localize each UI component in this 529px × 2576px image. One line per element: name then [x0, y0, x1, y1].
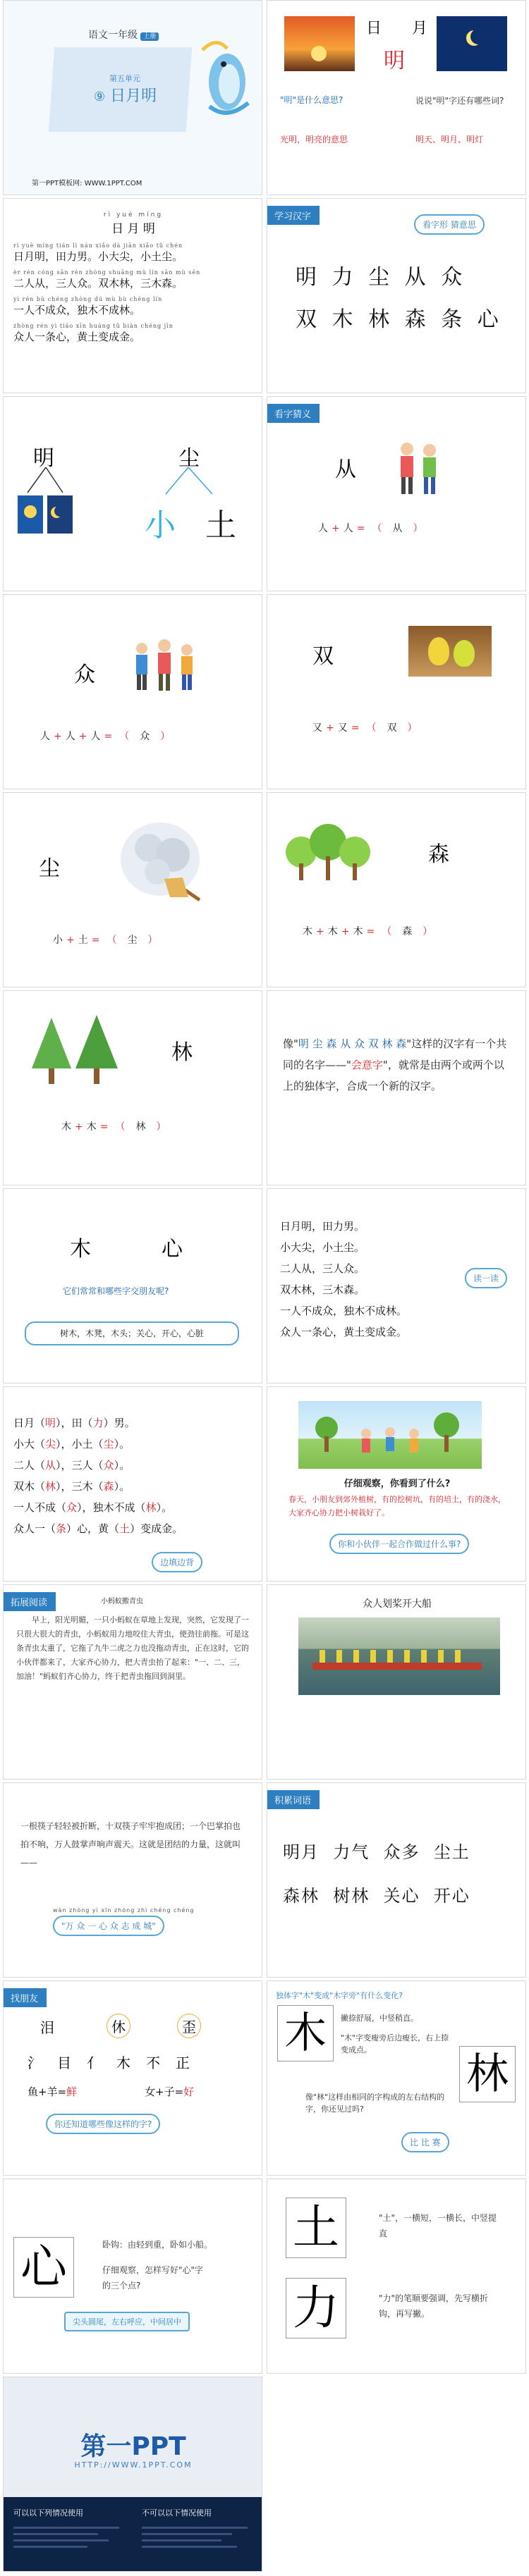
char-box-mu: 木 — [277, 2005, 334, 2062]
slide-ri-yue-ming[interactable] — [267, 0, 526, 195]
slide-learn-chars[interactable] — [267, 198, 526, 393]
poem-lines — [13, 242, 257, 344]
two-birds-image — [408, 626, 492, 677]
story-title: 小蚂蚁搬青虫 — [101, 1598, 143, 1606]
part-tu: 土 — [205, 507, 236, 543]
question-words: 说说"明"字还有哪些词? — [415, 96, 504, 106]
equation-shuang: 又 + 又 = （ 双 ） — [312, 722, 418, 734]
grade-badge: 上册 — [140, 32, 159, 41]
split-lines-icon — [153, 467, 224, 495]
fill-line: 二人（从），三人（众）。 — [13, 1459, 130, 1472]
slide-observe[interactable] — [267, 1386, 526, 1582]
radical-desc: 像"林"这样由相同的字构成的左右结构的字，你还见过吗? — [305, 2093, 445, 2114]
slide-end-card[interactable] — [3, 2377, 262, 2572]
site-footer: 第一PPT模板网: WWW.1PPT.COM — [32, 180, 142, 187]
three-kids-icon — [125, 636, 202, 699]
bubble-guess: 看字形 猜意思 — [414, 214, 485, 235]
fill-line: 双木（林），三木（森）。 — [13, 1480, 130, 1493]
fill-line: 一人不成（众），独木不成（林）。 — [13, 1501, 173, 1514]
tag-extended-reading: 拓展阅读 — [4, 1592, 56, 1611]
bubble-fill: 边填边背 — [152, 1552, 202, 1572]
dust-broom-icon — [115, 814, 207, 906]
char-xin: 心 — [162, 1237, 183, 1262]
tag-learn-chars: 学习汉字 — [267, 206, 320, 225]
equation-sen: 木 + 木 + 木 = （ 森 ） — [303, 926, 433, 937]
question-meaning: "明"是什么意思? — [280, 95, 343, 105]
tag-find-friends: 找朋友 — [4, 1988, 47, 2007]
slide-read-aloud[interactable] — [267, 1188, 526, 1383]
dolphin-illustration-icon — [188, 29, 259, 121]
char-mu: 木 — [70, 1237, 91, 1262]
radical-question: 独体字"木"变成"木字旁"有什么变化? — [276, 1991, 403, 2000]
fill-line: 小大（尖），小土（尘）。 — [13, 1438, 130, 1450]
lesson-title: ⑨ 日月明 — [94, 87, 157, 105]
char-shuang: 双 — [312, 644, 334, 669]
not-allowed-heading: 不可以以下情况使用 — [142, 2508, 212, 2518]
tag-vocabulary: 积累词语 — [267, 1790, 320, 1809]
slide-sen[interactable] — [267, 792, 526, 987]
xin-dots-question: 仔细观察，怎样写好"心"字的三个点? — [102, 2265, 204, 2291]
allowed-heading: 可以以下列情况使用 — [13, 2508, 83, 2518]
char-row-1: 明 力 尘 从 众 — [296, 265, 467, 290]
slide-lin[interactable] — [3, 990, 262, 1185]
note-radical: "木"字变瘦旁后边瘦长，右上捺变成点。 — [341, 2033, 449, 2054]
allowed-list — [13, 2522, 119, 2565]
observe-text: 春天，小朋友到郊外植树，有的挖树坑，有的培土，有的浇水，大家齐心协力把小树栽好了。 — [288, 1495, 506, 1517]
slide-mu-xin[interactable] — [3, 1188, 262, 1383]
fill-line: 日月（明），田（力）男。 — [13, 1417, 135, 1429]
bubble-more-chars: 你还知道哪些像这样的字? — [46, 2114, 160, 2134]
char-ming: 明 — [33, 446, 54, 471]
unit-label: 第五单元 — [109, 74, 140, 83]
moon-card-icon — [47, 495, 73, 534]
slide-write-tu-li[interactable] — [267, 2178, 526, 2374]
friend-char-1: 泪 — [40, 2019, 54, 2036]
slide-poem-pinyin[interactable] — [3, 198, 262, 393]
sunset-image — [284, 16, 355, 71]
rowers-icon — [298, 1617, 500, 1695]
idiom-pinyin: wàn zhòng yì xīn zhòng zhì chéng chéng — [53, 1907, 195, 1913]
poem-line: rì yuè míng tián lì nán xiǎo dà jiān xiǎo tǔ chén 日月明，田力男。小大尖，小土尘。 — [13, 242, 183, 263]
hook-stroke-note: 卧钩：由轻到重，卧如小船。 — [102, 2240, 213, 2250]
slide-vocabulary[interactable] — [267, 1782, 526, 1978]
equation-zhong: 人 + 人 + 人 = （ 众 ） — [40, 731, 171, 742]
equation-cong: 人 + 人 = （ 从 ） — [318, 523, 423, 534]
answer-meaning: 光明，明亮的意思 — [280, 135, 348, 144]
not-allowed-list — [142, 2522, 248, 2565]
split-lines-icon — [19, 467, 75, 495]
observe-heading: 仔细观察，你看到了什么? — [343, 1479, 451, 1489]
grade-label: 语文一年级 上册 — [88, 27, 159, 42]
note-mu: 撇捺舒展，中竖稍直。 — [341, 2014, 418, 2023]
tree-planting-image — [298, 1401, 482, 1469]
char-lin: 林 — [171, 1040, 193, 1065]
question-friends: 它们常常和哪些字交朋友呢? — [63, 1286, 169, 1296]
brand-url[interactable]: HTTP://WWW.1PPT.COM — [74, 2460, 193, 2470]
huiyi-explanation: 像"明 尘 森 从 众 双 林 森"这样的汉字有一个共同的名字——"会意字"，就常是由两个或两个以上的独体字，合成一个新的汉字。 — [283, 1037, 507, 1092]
tree-planting-kids-icon — [298, 1401, 482, 1469]
slide-shuang[interactable] — [267, 594, 526, 789]
brand-logo: 第一PPT — [80, 2432, 186, 2461]
char-chen: 尘 — [178, 446, 200, 471]
two-pine-trees-icon — [26, 1012, 125, 1090]
char-box-li: 力 — [286, 2278, 346, 2338]
char-ming: 明 — [384, 49, 405, 73]
tu-stroke-note: "土"，一横短，一横长，中竖提直 — [379, 2213, 497, 2238]
char-chen: 尘 — [39, 856, 60, 881]
slide-write-xin[interactable] — [3, 2178, 262, 2374]
compose-eq-2: 女+子=好 — [145, 2085, 195, 2098]
slide-huiyi-zi[interactable] — [267, 990, 526, 1185]
slide-dragon-boat[interactable] — [267, 1584, 526, 1780]
slide-cong[interactable] — [267, 396, 526, 591]
moon-night-image — [437, 16, 507, 71]
slide-reading[interactable] — [3, 1584, 262, 1780]
slide-ming-chen-parts[interactable] — [3, 396, 262, 591]
char-sen: 森 — [428, 842, 449, 867]
bubble-compete: 比 比 赛 — [401, 2132, 449, 2152]
poem-line: èr rén cóng sān rén zhòng shuāng mù lín sān mù sēn 二人从，三人众。双木林，三木森。 — [13, 269, 201, 290]
dragon-boat-photo — [298, 1617, 500, 1695]
poem-line: yì rén bù chéng zhòng dú mù bù chéng lín 一人不成众，独木不成林。 — [13, 296, 163, 316]
char-box-xin: 心 — [13, 2237, 74, 2298]
slide-cover[interactable] — [3, 0, 262, 195]
bubble-read: 读一读 — [465, 1268, 507, 1288]
friend-char-2: 休 — [107, 2014, 130, 2038]
answer-words: 明天、明月、明灯 — [415, 135, 484, 144]
equation-lin: 木 + 木 = （ 林 ） — [61, 1121, 166, 1133]
reading-lines: 日月明，田力男。 小大尖，小土尘。 二人从，三人众。 双木林，三木森。 一人不成众，独木不成林。 众人一条心，黄土变成金。 — [280, 1220, 408, 1338]
slide-fill-recite[interactable] — [3, 1386, 262, 1582]
slide-find-friends[interactable] — [3, 1980, 262, 2176]
tag-guess-meaning: 看字猜义 — [267, 404, 320, 423]
lesson-number-icon: ⑨ — [94, 90, 106, 104]
poem-title-pinyin: rì yuè míng — [103, 211, 164, 218]
char-yue: 月 — [412, 20, 428, 37]
compose-eq-1: 鱼+羊=鲜 — [28, 2085, 78, 2098]
slide-chen[interactable] — [3, 792, 262, 987]
three-trees-icon — [281, 821, 373, 885]
answer-friends: 树木，木凳，木头；关心，开心，心脏 — [25, 1321, 239, 1345]
two-kids-icon — [386, 438, 449, 501]
fill-line: 众人一（条）心，黄（土）变成金。 — [13, 1522, 183, 1535]
poem-line: zhòng rén yì tiáo xīn huáng tǔ biàn chéng jīn 众人一条心，黄土变成金。 — [13, 323, 174, 343]
char-cong: 从 — [335, 457, 356, 482]
slide-unity[interactable] — [3, 1782, 262, 1978]
friend-parts: 氵目亻木不正 — [28, 2054, 205, 2071]
story-body: 早上，阳光明媚，一只小蚂蚁在草地上发现，突然，它发现了一只很大很大的青虫，小蚂蚁用力地咬住大青虫，使劲往前拖。可是这条青虫太重了，它拖了九牛二虎之力也没拖动青虫，正在这时，它的小伙伴都来了，大家齐心协力，把大青虫抬了起来："一、二、三，加油！"蚂蚁们齐心协力，终于把青虫拖回到洞里。 — [16, 1615, 249, 1681]
sun-card-icon — [18, 495, 43, 534]
unity-text: 一根筷子轻轻被折断，十双筷子牢牢抱成团；一个巴掌拍也拍不响，万人鼓掌声响声震天。这就是团结的力量，这就叫—— — [20, 1821, 241, 1868]
li-stroke-note: "力"的笔顺要强调，先写横折钩，再写撇。 — [379, 2293, 489, 2319]
char-row-2: 双 木 林 森 条 心 — [296, 307, 503, 332]
equation-chen: 小 + 土 = （ 尘 ） — [53, 935, 158, 946]
char-box-lin: 林 — [459, 2046, 516, 2102]
boat-title: 众人划桨开大船 — [363, 1598, 432, 1610]
vocab-row-2: 森林 树林 关心 开心 — [283, 1886, 470, 1906]
char-box-tu: 土 — [286, 2198, 346, 2258]
poem-title: 日 月 明 — [111, 222, 155, 236]
bubble-cooperate: 你和小伙伴一起合作做过什么事? — [329, 1534, 469, 1554]
slide-zhong[interactable] — [3, 594, 262, 789]
slide-mu-radical[interactable] — [267, 1980, 526, 2176]
vocab-row-1: 明月 力气 众多 尘土 — [283, 1842, 470, 1862]
bubble-idiom: "万 众 一 心 众 志 成 城" — [53, 1916, 164, 1936]
bubble-dots-tip: 尖头圆尾，左右呼应，中间居中 — [64, 2312, 190, 2331]
poem-title-block — [4, 211, 262, 236]
fill-lines — [13, 1412, 183, 1539]
friend-char-3: 歪 — [177, 2014, 201, 2038]
char-zhong: 众 — [74, 663, 95, 687]
part-xiao: 小 — [145, 507, 176, 543]
char-ri: 日 — [366, 20, 382, 37]
